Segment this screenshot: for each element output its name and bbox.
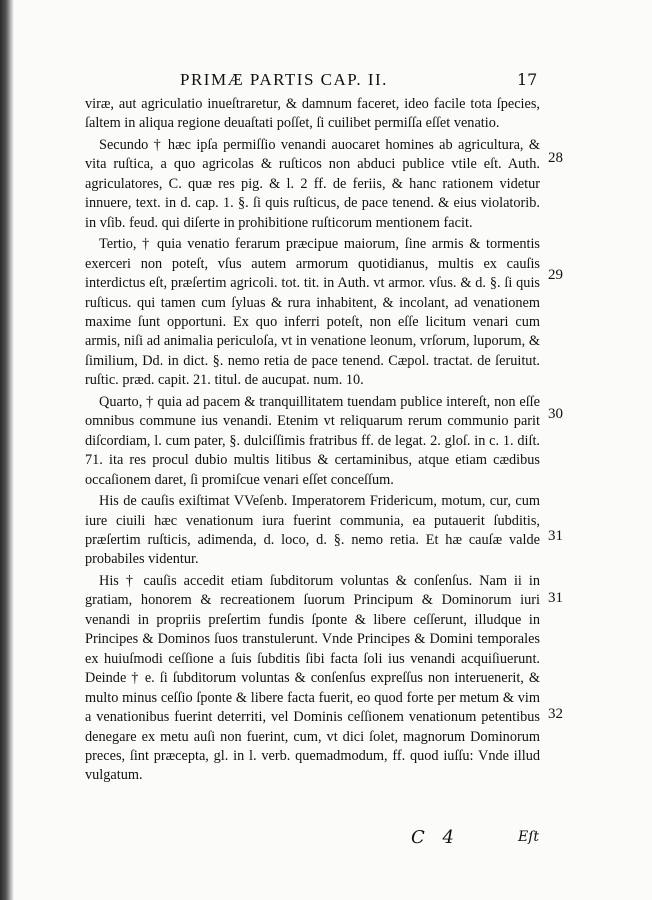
- signature-mark: C 4: [411, 827, 460, 848]
- margin-note: 31: [548, 590, 563, 606]
- catchword: Eſt: [518, 829, 540, 845]
- running-title: PRIMÆ PARTIS CAP. II.: [180, 70, 388, 89]
- margin-note: 30: [548, 406, 563, 422]
- page-header: [180, 70, 560, 96]
- binding-gutter: [0, 0, 14, 900]
- paragraph-his-de-causis: His de cauſis exiſtimat VVeſenb. Imperatorem Fridericum, motum, cur, cum iure ciuili hæc venationum iura fuerint communia, ea putauerit ſubditis, præſertim ruſticis, adimenda, d. loco, d. §. nemo retia. Et hæ cauſæ valde probabiles videntur.: [85, 493, 540, 568]
- page-number: 17: [517, 70, 538, 89]
- margin-note: 31: [548, 528, 563, 544]
- paragraph-continuation: viræ, aut agriculatio inueſtraretur, & damnum faceret, ideo facile tota ſpecies, ſaltem in aliqua regione deuaſtati poſſet, ſi cuilibet permiſſa eſſet venatio.: [85, 96, 540, 132]
- paragraph-his-causis: His † cauſis accedit etiam ſubditorum voluntas & conſenſus. Nam ii in gratiam, honorem & recreationem ſuorum Principum & Dominorum iuri venandi in propriis preſertim fundis ſponte & libere ceſſerunt, illudque in Principes & Dominos ſuos transtulerunt. Vnde Principes & Domini temporales ex huiuſmodi ceſſione a ſuis ſubditis ſibi facta ſoli ius venandi acquiſiuerunt. Deinde † e. ſi ſubditorum voluntas & conſenſus expreſſus non interuenerit, & multo minus ceſſio ſponte & libere facta fuerit, eo quod forte per metum & vim a venationibus fuerint deterriti, vel Dominis ceſſionem venationum petentibus denegare ex metu auſi non fuerint, cum, vt dici ſolet, magnorum Dominorum preces, ſint præcepta, gl. in l. verb. quemadmodum, ff. quod iuſſu: Vnde illud vulgatum.: [85, 572, 540, 784]
- margin-note: 29: [548, 267, 563, 283]
- paragraph-secundo: Secundo † hæc ipſa permiſſio venandi auocaret homines ab agricultura, & vita ruſtica, a quo agricolas & ruſticos non abduci publice vtile eſt. Auth. agriculatores, C. quæ res pig. & l. 2 ff. de feriis, & hanc rationem videtur innuere, text. in d. cap. 1. §. ſi quis ruſticus, de pace tenend. & eius violatorib. in vſib. feud. qui diſerte in prohibitione ruſticorum mentionem facit.: [85, 136, 540, 231]
- paragraph-tertio: Tertio, † quia venatio ferarum præcipue maiorum, ſine armis & tormentis exerceri non poteſt, vſus autem armorum quotidianus, multis ex cauſis interdictus eſt, præſertim agricoli. tot. tit. in Auth. vt armor. vſus. & d. §. ſi quis ruſticus. qui tamen cum ſyluas & rura inhabitent, & incolant, ad venationem maxime ſunt opportuni. Ex quo inferri poteſt, non eſſe licitum venari cum armis, niſi ad animalia periculoſa, vt in venatione leonum, vrſorum, luporum, & ſimilium, Dd. in dict. §. nemo retia de pace tenend. Cæpol. tractat. de ſeruitut. ruſtic. præd. capit. 21. titul. de aucupat. num. 10.: [85, 236, 540, 389]
- margin-note: 28: [548, 150, 563, 166]
- body-text: [85, 95, 540, 786]
- margin-note: 32: [548, 706, 563, 722]
- paragraph-quarto: Quarto, † quia ad pacem & tranquillitatem tuendam publice intereſt, non eſſe omnibus commune ius venandi. Etenim vt reliquarum rerum communio parit diſcordiam, l. cum pater, §. dulciſſimis fratribus ff. de legat. 2. gloſ. in c. 1. diſt. 71. ita res procul dubio multis litibus & certaminibus, atque etiam cædibus occaſionem daret, ſi promiſcue venari eſſet conceſſum.: [85, 393, 540, 488]
- margin-notes: [548, 0, 598, 900]
- page-footer: [0, 827, 652, 857]
